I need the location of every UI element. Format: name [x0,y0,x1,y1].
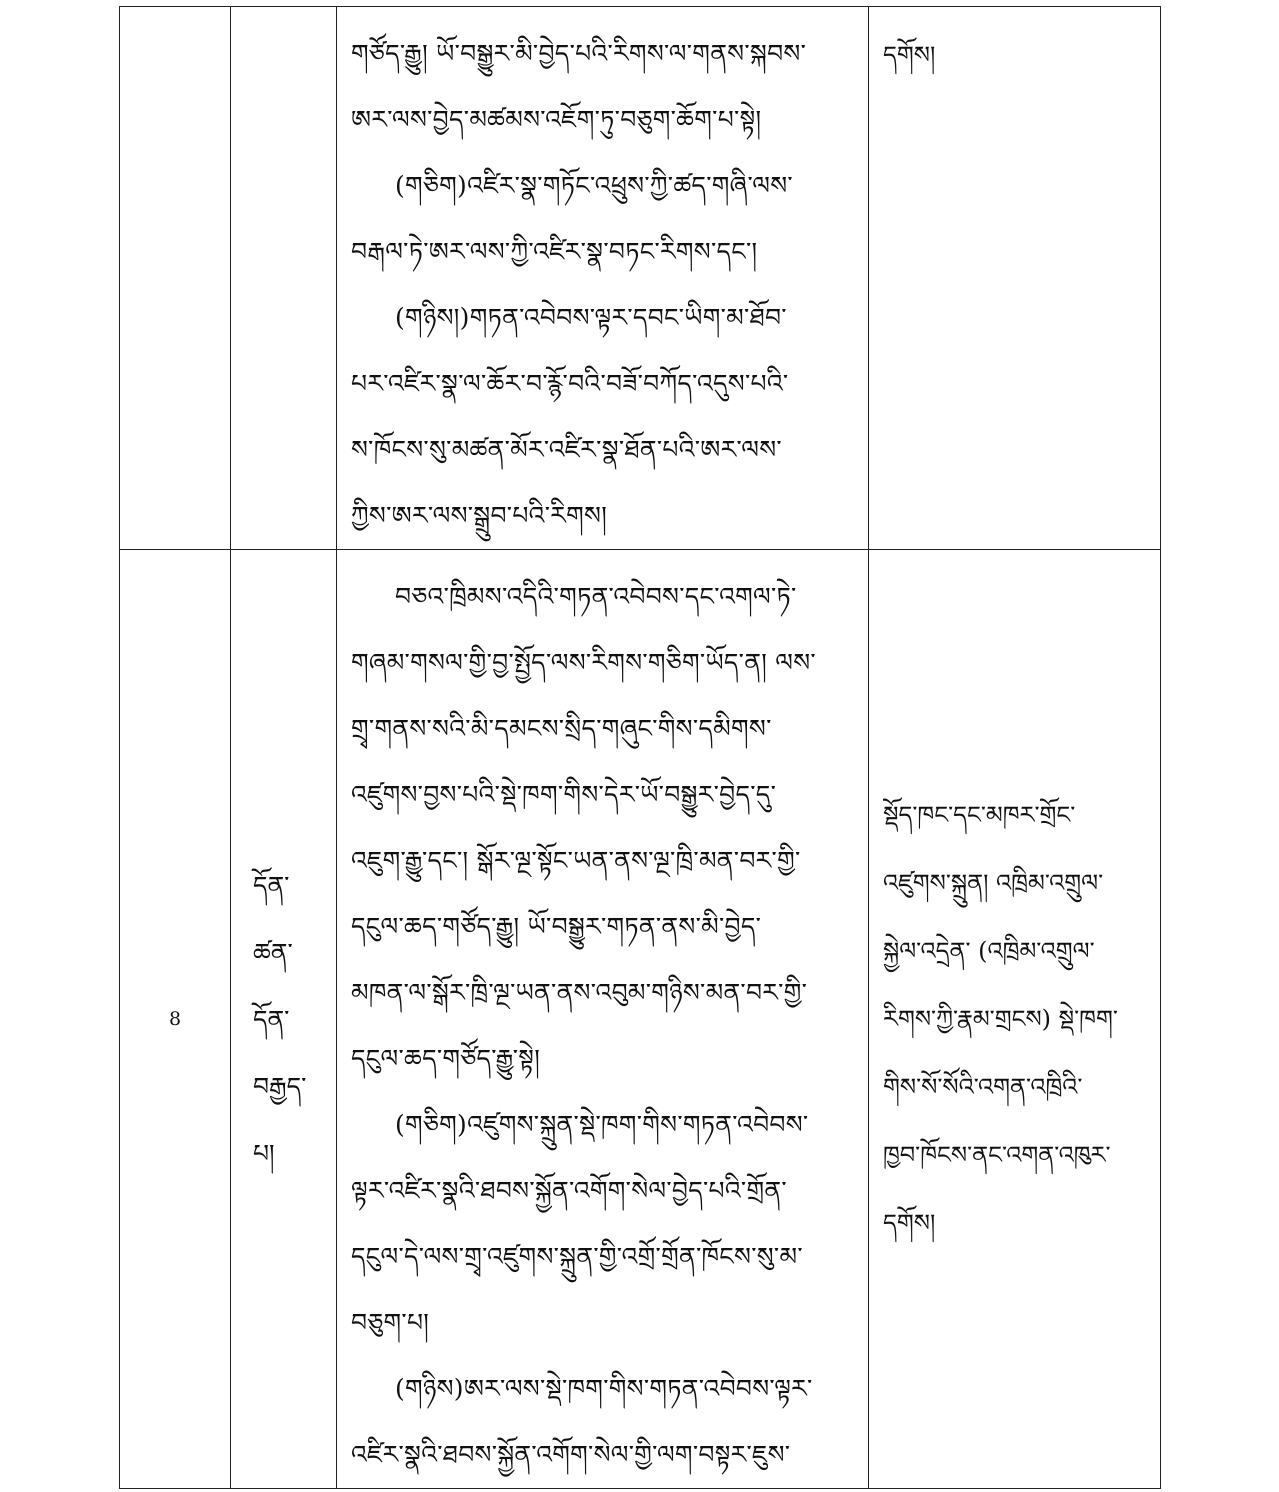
content-line: (གཉིས)ཨར་ལས་སྡེ་ཁག་གིས་གཏན་འབེབས་ལྟར་ [395,1374,813,1403]
note-line: གིས་སོ་སོའི་འགན་འཁྲིའི་ [883,1073,1083,1101]
content-line: དངུལ་ཆད་གཙོད་རྒྱུ་སྟེ། [351,1044,541,1073]
responsibility-note-cell [869,7,1161,550]
content-line: ལྟར་འཛིར་སྣའི་ཐབས་སྐྱོན་འགོག་སེལ་བྱེད་པའི་གྲོན་ [351,1176,787,1205]
article-number-cell [120,7,231,550]
regulation-table [119,6,1161,1489]
table-row [120,550,1161,1489]
article-title-line: བརྒྱད་ [253,1071,307,1101]
content-line: བཅུག་པ། [351,1308,430,1337]
note-line: རིགས་ཀྱི་རྣམ་གྲངས) སྡེ་ཁག་ [883,1005,1118,1033]
content-line: མཁན་ལ་སྒོར་ཁྲི་ལྔ་ཡན་ནས་འབུམ་གཉིས་མན་བར་གྱི་ [351,978,808,1007]
content-line: བརྒལ་ཏེ་ཨར་ལས་ཀྱི་འཛིར་སྣ་བཏང་རིགས་དང་། [351,237,758,266]
content-line: གཞམ་གསལ་གྱི་བྱ་སྤྱོད་ལས་རིགས་གཅིག་ཡོད་ན། ལས་ [351,648,816,677]
note-line: དགོས། [883,1209,936,1237]
content-line: འཇུག་རྒྱུ་དང་། སྒོར་ལྔ་སྟོང་ཡན་ནས་ལྔ་ཁྲི་མན་བར་གྱི་ [351,846,801,875]
article-title-cell [231,7,337,550]
content-line: པར་འཛིར་སྣ་ལ་ཆོར་བ་རྙོ་བའི་བཟོ་བཀོད་འདུས་པའི་ [351,369,789,398]
content-line: གཙོད་རྒྱུ། ཡོ་བསྒྱུར་མི་བྱེད་པའི་རིགས་ལ་གནས་སྐབས་ [351,39,807,68]
article-content-cell [337,550,869,1489]
note-line: འཛུགས་སྐྲུན། འཁྲིམ་འགྲུལ་ [883,869,1104,897]
article-number-cell [120,550,231,1489]
article-title-line: དོན་ [253,1004,290,1034]
content-line: དངུལ་ཆད་གཙོད་རྒྱུ། ཡོ་བསྒྱུར་གཏན་ནས་མི་བྱེད་ [351,912,762,941]
responsibility-note-cell [869,550,1161,1489]
content-line: འཛུགས་བྱས་པའི་སྡེ་ཁག་གིས་དེར་ཡོ་བསྒྱུར་བྱེད་དུ་ [351,780,777,809]
content-line: ས་ཁོངས་སུ་མཚན་མོར་འཛིར་སྣ་ཐོན་པའི་ཨར་ལས་ [351,435,782,464]
article-content-cell [337,7,869,550]
content-line: གྲྭ་གནས་སའི་མི་དམངས་སྲིད་གཞུང་གིས་དམིགས་ [351,714,772,743]
content-line: ཀྱིས་ཨར་ལས་སྒྲུབ་པའི་རིགས། [351,501,608,530]
article-title-cell [231,550,337,1489]
content-line: བཅའ་ཁྲིམས་འདིའི་གཏན་འབེབས་དང་འགལ་ཏེ་ [395,582,797,611]
content-line: (གཉིས།)གཏན་འབེབས་ལྟར་དབང་ཡིག་མ་ཐོབ་ [395,303,787,332]
note-line: དགོས། [883,41,936,69]
article-title-line: ཚན་ [253,937,293,967]
content-line: དངུལ་དེ་ལས་གྲྭ་འཛུགས་སྐྲུན་གྱི་འགྲོ་གྲོན་ཁོངས་སུ་མ་ [351,1242,803,1271]
content-line: འཛིར་སྣའི་ཐབས་སྐྱོན་འགོག་སེལ་གྱི་ལག་བསྟར་ཇུས་ [351,1440,791,1469]
content-line: ཨར་ལས་བྱེད་མཚམས་འཇོག་ཏུ་བཅུག་ཆོག་པ་སྟེ། [351,105,762,134]
note-line: ཁྱབ་ཁོངས་ནང་འགན་འཁུར་ [883,1141,1111,1169]
article-number: 8 [168,1008,182,1030]
content-line: (གཅིག)འཛུགས་སྐྲུན་སྡེ་ཁག་གིས་གཏན་འབེབས་ [395,1110,809,1139]
article-title-line: དོན་ [253,870,290,900]
article-title-line: པ། [253,1138,275,1168]
note-line: སྐྱེལ་འདྲེན་ (འཁྲིམ་འགྲུལ་ [883,937,1095,965]
content-line: (གཅིག)འཛིར་སྣ་གཏོང་འཕྲུས་ཀྱི་ཚད་གཞི་ལས་ [395,171,793,200]
table-row [120,7,1161,550]
note-line: སྡོད་ཁང་དང་མཁར་གྲོང་ [883,801,1076,829]
